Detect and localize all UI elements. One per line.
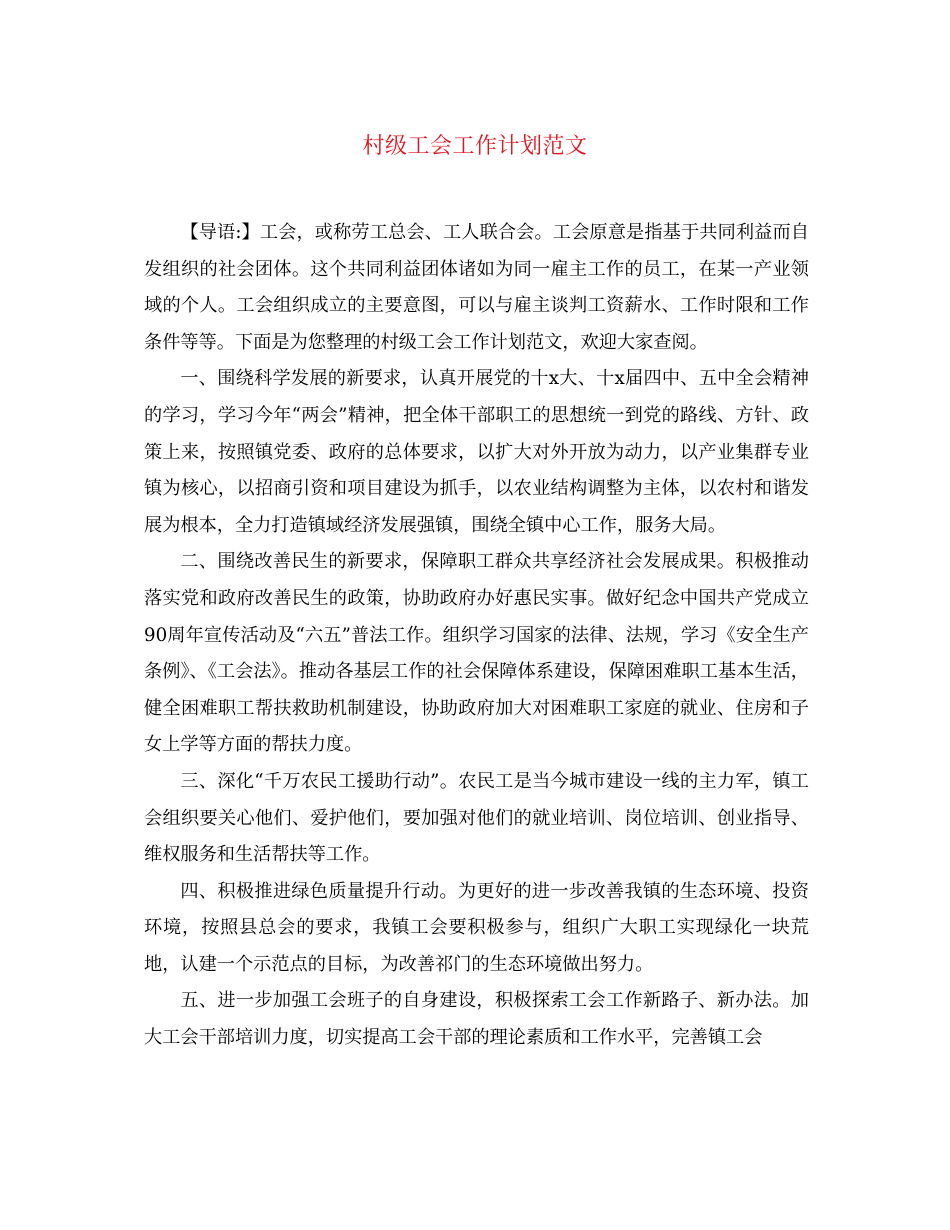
document-body	[144, 215, 809, 1057]
document-title: 村级工会工作计划范文	[362, 134, 588, 159]
paragraph-item-5: 五、进一步加强工会班子的自身建设，积极探索工会工作新路子、新办法。加大工会干部培训力度，切实提高工会干部的理论素质和工作水平，完善镇工会	[144, 990, 809, 1049]
paragraph-intro: 【导语:】工会，或称劳工总会、工人联合会。工会原意是指基于共同利益而自发组织的社会团体。这个共同利益团体诸如为同一雇主工作的员工，在某一产业领域的个人。工会组织成立的主要意图，可以与雇主谈判工资薪水、工作时限和工作条件等等。下面是为您整理的村级工会工作计划范文，欢迎大家查阅。	[144, 222, 809, 353]
paragraph-item-3: 三、深化“千万农民工援助行动”。农民工是当今城市建设一线的主力军，镇工会组织要关心他们、爱护他们，要加强对他们的就业培训、岗位培训、创业指导、维权服务和生活帮扶等工作。	[144, 770, 809, 866]
paragraph-item-4: 四、积极推进绿色质量提升行动。为更好的进一步改善我镇的生态环境、投资环境，按照县总会的要求，我镇工会要积极参与，组织广大职工实现绿化一块荒地，认建一个示范点的目标，为改善祁门的生态环境做出努力。	[144, 880, 809, 975]
paragraph-item-2: 二、围绕改善民生的新要求，保障职工群众共享经济社会发展成果。积极推动落实党和政府改善民生的政策，协助政府办好惠民实事。做好纪念中国共产党成立90周年宣传活动及“六五”普法工作。组织学习国家的法律、法规，学习《安全生产条例》、《工会法》。推动各基层工作的社会保障体系建设，保障困难职工基本生活，健全困难职工帮扶救助机制建设，协助政府加大对困难职工家庭的就业、住房和子女上学等方面的帮扶力度。	[144, 551, 809, 756]
paragraph-item-1: 一、围绕科学发展的新要求，认真开展党的十x大、十x届四中、五中全会精神的学习，学习今年“两会”精神，把全体干部职工的思想统一到党的路线、方针、政策上来，按照镇党委、政府的总体要求，以扩大对外开放为动力，以产业集群专业镇为核心，以招商引资和项目建设为抓手，以农业结构调整为主体，以农村和谐发展为根本，全力打造镇域经济发展强镇，围绕全镇中心工作，服务大局。	[144, 368, 809, 536]
